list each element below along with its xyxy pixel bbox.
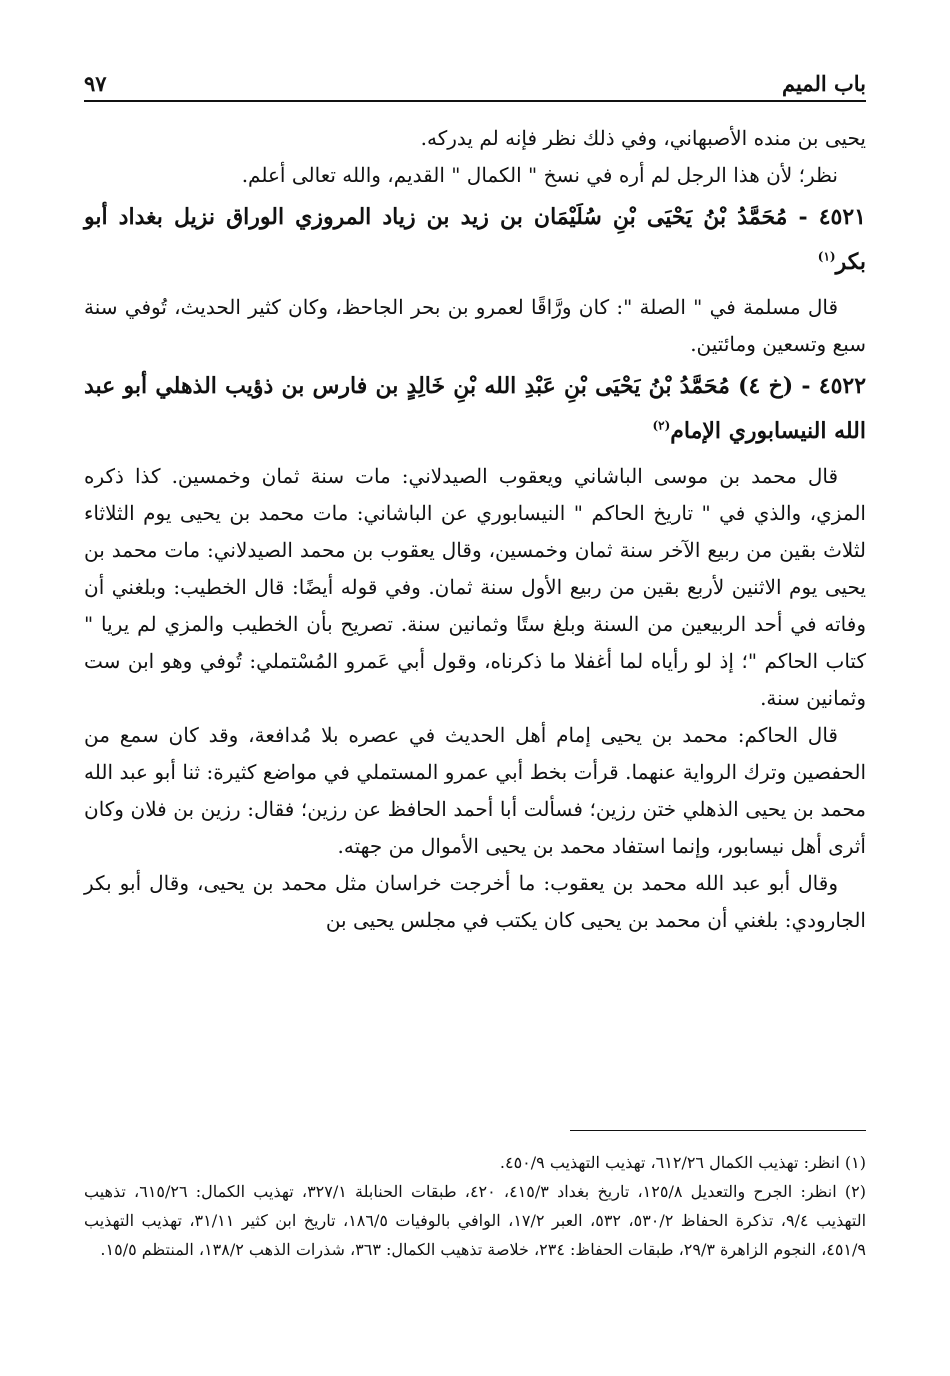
entry-title: ٤٥٢١ - مُحَمَّدُ بْنُ يَحْيَى بْنِ سُلَيْمَان بن زيد بن زياد المروزي الوراق نزيل بغداد أبو بكر [84, 204, 866, 275]
page-number: ٩٧ [84, 71, 107, 96]
biography-entry-heading [84, 195, 866, 285]
main-text [84, 120, 866, 939]
paragraph: يحيى بن منده الأصبهاني، وفي ذلك نظر فإنه لم يدركه. [420, 126, 866, 150]
footnotes [84, 1148, 866, 1264]
footnote-marker: (١) [844, 1153, 866, 1172]
footnote-reference: (١) [817, 249, 836, 264]
biography-entry-heading [84, 364, 866, 454]
paragraph: قال محمد بن موسى الباشاني ويعقوب الصيدلاني: مات سنة ثمان وخمسين. كذا ذكره المزي، والذي في " تاريخ الحاكم " النيسابوري عن الباشاني: مات محمد بن يحيى يوم الثلاثاء لثلاث بقين من ربيع الآخر سنة ثمان وخمسين، وقال يعقوب بن محمد الصيدلاني: مات محمد بن يحيى يوم الاثنين لأربع بقين من ربيع الأول سنة ثمان. وفي قوله أيضًا: قال الخطيب: وبلغني أن وفاته في أحد الربيعين من السنة وبلغ ستًا وثمانين سنة. تصريح بأن الخطيب والمزي لم يريا " كتاب الحاكم "؛ إذ لو رأياه لما أغفلا ما ذكرناه، وقول أبي عَمرو المُسْتملي: تُوفي وهو ابن ست وثمانين سنة. [84, 464, 866, 710]
footnote [84, 1148, 866, 1177]
page-header [84, 62, 866, 96]
header-divider [84, 100, 866, 102]
footnote-divider [570, 1130, 866, 1131]
footnote-text: انظر: الجرح والتعديل ١٢٥/٨، تاريخ بغداد ٤١٥/٣، ٤٢٠، طبقات الحنابلة ٣٢٧/١، تهذيب الكمال: ٦١٥/٢٦، تذهيب التهذيب ٩/٤، تذكرة الحفاظ ٥٣٠/٢، ٥٣٢، العبر ١٧/٢، الوافي بالوفيات ١٨٦/٥، تاريخ ابن كثير ٣١/١١، تهذيب التهذيب ٤٥١/٩، النجوم الزاهرة ٢٩/٣، طبقات الحفاظ: ٢٣٤، خلاصة تذهيب الكمال: ٣٦٣، شذرات الذهب ١٣٨/٢، المنتظم ١٥/٥. [84, 1182, 867, 1259]
paragraph: قال الحاكم: محمد بن يحيى إمام أهل الحديث في عصره بلا مُدافعة، وقد كان سمع من الحفصين وترك الرواية عنهما. قرأت بخط أبي عمرو المستملي في مواضع كثيرة: ثنا أبو عبد الله محمد بن يحيى الذهلي ختن رزين؛ فسألت أبا أحمد الحافظ عن رزين؛ فقال: رزين بن فلان وكان أثرى أهل نيسابور، وإنما استفاد محمد بن يحيى الأموال من جهته. [84, 723, 866, 858]
chapter-title: باب الميم [781, 71, 866, 96]
paragraph: وقال أبو عبد الله محمد بن يعقوب: ما أخرجت خراسان مثل محمد بن يحيى، وقال أبو بكر الجارودي: بلغني أن محمد بن يحيى كان يكتب في مجلس يحيى بن [84, 871, 866, 932]
footnote [84, 1177, 866, 1264]
entry-title: ٤٥٢٢ - (خ ٤) مُحَمَّدُ بْنُ يَحْيَى بْنِ عَبْدِ الله بْنِ خَالِدٍ بن فارس بن ذؤيب الذهلي أبو عبد الله النيسابوري الإمام [84, 373, 867, 444]
footnote-reference: (٢) [652, 418, 671, 433]
footnote-text: انظر: تهذيب الكمال ٦١٢/٢٦، تهذيب التهذيب ٤٥٠/٩. [499, 1153, 840, 1172]
footnote-marker: (٢) [844, 1182, 867, 1201]
paragraph: قال مسلمة في " الصلة ": كان ورَّاقًا لعمرو بن بحر الجاحظ، وكان كثير الحديث، تُوفي سنة سبع وتسعين ومائتين. [84, 295, 866, 356]
paragraph: نظر؛ لأن هذا الرجل لم أره في نسخ " الكمال " القديم، والله تعالى أعلم. [241, 163, 838, 187]
